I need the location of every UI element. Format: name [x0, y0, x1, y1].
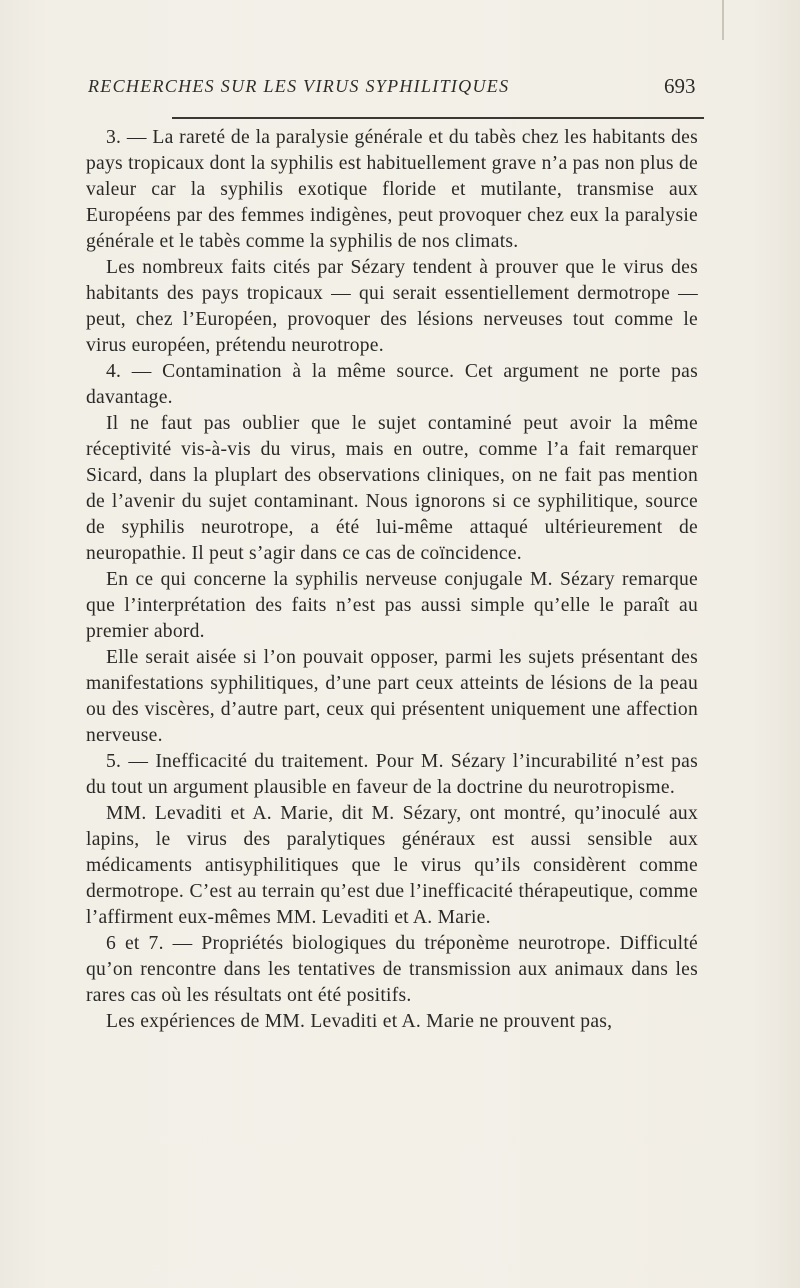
- page-number: 693: [664, 74, 696, 98]
- paragraph: MM. Levaditi et A. Marie, dit M. Sézary, ont montré, qu’inoculé aux lapins, le virus des paralytiques généraux est aussi sensible aux médicaments antisyphilitiques que le virus qu’ils considèrent comme dermotrope. C’est au terrain qu’est due l’inefficacité thérapeutique, comme l’affirment eux-mêmes MM. Levaditi et A. Marie.: [86, 803, 698, 928]
- paragraph: 6 et 7. — Propriétés biologiques du tréponème neurotrope. Difficulté qu’on rencontre dans les tentatives de transmission aux animaux dans les rares cas où les résultats ont été positifs.: [86, 933, 698, 1006]
- paragraph: 3. — La rareté de la paralysie générale et du tabès chez les habitants des pays tropicaux dont la syphilis est habituellement grave n’a pas non plus de valeur car la syphilis exotique floride et mutilante, transmise aux Européens par des femmes indigènes, peut provoquer chez eux la paralysie générale et le tabès comme la syphilis de nos climats.: [86, 127, 698, 252]
- header-rule: [172, 117, 704, 119]
- paragraph: 5. — Inefficacité du traitement. Pour M. Sézary l’incurabilité n’est pas du tout un argument plausible en faveur de la doctrine du neurotropisme.: [86, 751, 698, 798]
- paragraph: 4. — Contamination à la même source. Cet argument ne porte pas davantage.: [86, 361, 698, 408]
- paragraph: En ce qui concerne la syphilis nerveuse conjugale M. Sézary remarque que l’interprétation des faits n’est pas aussi simple qu’elle le paraît au premier abord.: [86, 569, 698, 642]
- paragraph: Elle serait aisée si l’on pouvait opposer, parmi les sujets présentant des manifestations syphilitiques, d’une part ceux atteints de lésions de la peau ou des viscères, d’autre part, ceux qui présentent uniquement une affection nerveuse.: [86, 647, 698, 746]
- running-title: RECHERCHES SUR LES VIRUS SYPHILITIQUES: [88, 76, 510, 96]
- paragraph: Il ne faut pas oublier que le sujet contaminé peut avoir la même réceptivité vis-à-vis du virus, mais en outre, comme l’a fait remarquer Sicard, dans la pluplart des observations cliniques, on ne fait pas mention de l’avenir du sujet contaminant. Nous ignorons si ce syphilitique, source de syphilis neurotrope, a été lui-même attaqué ultérieurement de neuropathie. Il peut s’agir dans ce cas de coïncidence.: [86, 413, 698, 564]
- paragraph: Les expériences de MM. Levaditi et A. Marie ne prouvent pas,: [106, 1011, 613, 1032]
- page-edge-mark: [722, 0, 724, 40]
- paragraph: Les nombreux faits cités par Sézary tendent à prouver que le virus des habitants des pays tropicaux — qui serait essentiellement dermotrope — peut, chez l’Européen, provoquer des lésions nerveuses tout comme le virus européen, prétendu neurotrope.: [86, 257, 698, 356]
- body-text: [86, 125, 698, 1035]
